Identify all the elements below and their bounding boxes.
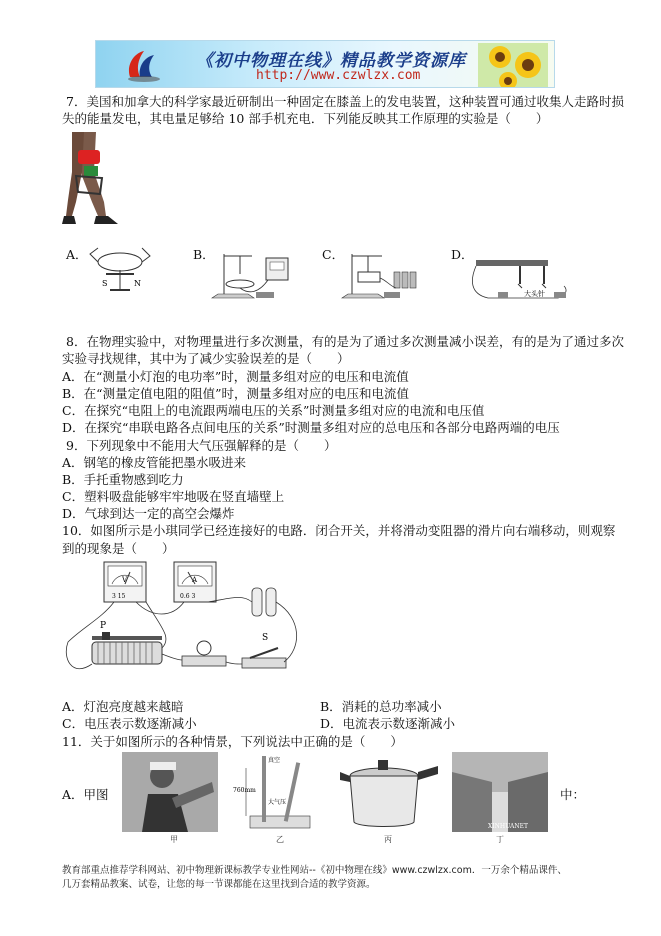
bulb — [182, 641, 226, 666]
q10-stem-line2: 到的现象是（ ） — [62, 541, 175, 556]
ship-lock-photo-icon — [452, 752, 548, 832]
q8-stem-line2: 实验寻找规律，其中为了减少实验误差的是（ ） — [62, 351, 350, 366]
tube-vacuum-label: 真空 — [268, 757, 281, 764]
q8-option-d: D．在探究“串联电路各点间电压的关系”时测量多组对应的总电压和各部分电路两端的电压 — [62, 420, 560, 435]
q9-option-d: D．气球到达一定的高空会爆炸 — [62, 506, 235, 521]
q8-option-c: C．在探究“电阻上的电流跟两端电压的关系”时测量多组对应的电流和电压值 — [62, 403, 485, 418]
rheostat-p-label: P — [100, 621, 107, 631]
voltmeter-label: V — [122, 576, 128, 584]
q11-caption-bing: 丙 — [384, 835, 392, 844]
q11-photo-jia — [122, 752, 218, 832]
voltmeter — [104, 562, 146, 602]
q10-option-c: C．电压表示数逐渐减小 — [62, 716, 197, 731]
rheostat — [92, 621, 162, 664]
q7-option-d-figure — [468, 250, 572, 304]
q7-a-n-label: N — [134, 279, 141, 288]
q9-option-b: B．手托重物感到吃力 — [62, 472, 184, 487]
q11-caption-jia: 甲 — [170, 835, 178, 844]
q7-stem-line2: 失的能量发电，其电量足够给 10 部手机充电．下列能反映其工作原理的实验是（ ） — [62, 111, 549, 126]
q10-option-a: A．灯泡亮度越来越暗 — [62, 699, 184, 714]
q10-option-d: D．电流表示数逐渐减小 — [320, 716, 456, 731]
pressure-cooker-icon — [338, 752, 440, 832]
ammeter-ticks: 0.6 3 — [180, 593, 196, 600]
header-url[interactable]: http://www.czwlzx.com — [256, 68, 421, 83]
q11-photo-bing — [338, 752, 440, 832]
footer-line1: 教育部重点推荐学科网站、初中物理新课标教学专业性网站--《初中物理在线》www.czwlzx.com．一万余个精品课件、 — [62, 865, 567, 876]
q7-option-d-label: D． — [451, 247, 474, 262]
q7-d-pin-label: 大头针 — [524, 290, 545, 298]
q7-option-b-label: B． — [193, 247, 215, 262]
sunflower-icon — [478, 43, 548, 88]
switch-s-label: S — [262, 633, 269, 643]
person-photo-icon — [122, 752, 218, 832]
battery — [252, 588, 276, 616]
switch — [242, 633, 286, 668]
q11-figure-yi — [232, 752, 326, 832]
q7-option-c-figure — [338, 250, 424, 304]
q10-option-b: B．消耗的总功率减小 — [320, 699, 442, 714]
site-logo-icon — [124, 47, 164, 83]
q11-suffix: 中： — [560, 787, 586, 802]
q8-option-b: B．在“测量定值电阻的阻值”时，测量多组对应的电压和电流值 — [62, 386, 409, 401]
q11-caption-ding: 丁 — [496, 835, 504, 844]
tube-air-label: 大气压 — [268, 799, 287, 806]
q7-stem-line1: 7．美国和加拿大的科学家最近研制出一种固定在膝盖上的发电装置，这种装置可通过收集人走路时损 — [66, 94, 624, 109]
q10-circuit-figure — [62, 558, 312, 694]
header-banner — [95, 40, 555, 88]
q11-stem: 11．关于如图所示的各种情景，下列说法中正确的是（ ） — [62, 734, 403, 749]
tube-height-label: 760mm — [233, 787, 256, 794]
ammeter-label: A — [192, 576, 198, 584]
q9-option-c: C．塑料吸盘能够牢牢地吸在竖直墙壁上 — [62, 489, 285, 504]
voltmeter-ticks: 3 15 — [112, 593, 126, 600]
q9-option-a: A．钢笔的橡皮管能把墨水吸进来 — [62, 455, 247, 470]
q11-caption-yi: 乙 — [276, 835, 284, 844]
q10-stem-line1: 10．如图所示是小琪同学已经连接好的电路．闭合开关，并将滑动变阻器的滑片向右端移动，则观察 — [62, 523, 616, 538]
ammeter — [174, 562, 216, 602]
barometer-tube-icon — [232, 752, 326, 832]
footer-line2: 几万套精品教案、试卷，让您的每一节课都能在这里找到合适的教学资源。 — [62, 879, 376, 890]
q7-option-a-label: A． — [66, 247, 88, 262]
q8-option-a: A．在“测量小灯泡的电功率”时，测量多组对应的电压和电流值 — [62, 369, 409, 384]
q11-prefix: A．甲图 — [62, 787, 109, 802]
q7-option-c-label: C． — [322, 247, 345, 262]
q11-photo-ding — [452, 752, 548, 832]
q9-stem: 9．下列现象中不能用大气压强解释的是（ ） — [66, 438, 337, 453]
header-title: 《初中物理在线》精品教学资源库 — [196, 51, 466, 71]
photo-watermark: XINHUANET — [488, 823, 528, 830]
q7-option-a-figure — [84, 244, 156, 296]
q7-a-s-label: S — [102, 279, 108, 288]
q7-option-b-figure — [208, 250, 294, 304]
q8-stem-line1: 8．在物理实验中，对物理量进行多次测量，有的是为了通过多次测量减小误差，有的是为了通过多次 — [66, 334, 624, 349]
knee-device-figure — [62, 132, 134, 228]
